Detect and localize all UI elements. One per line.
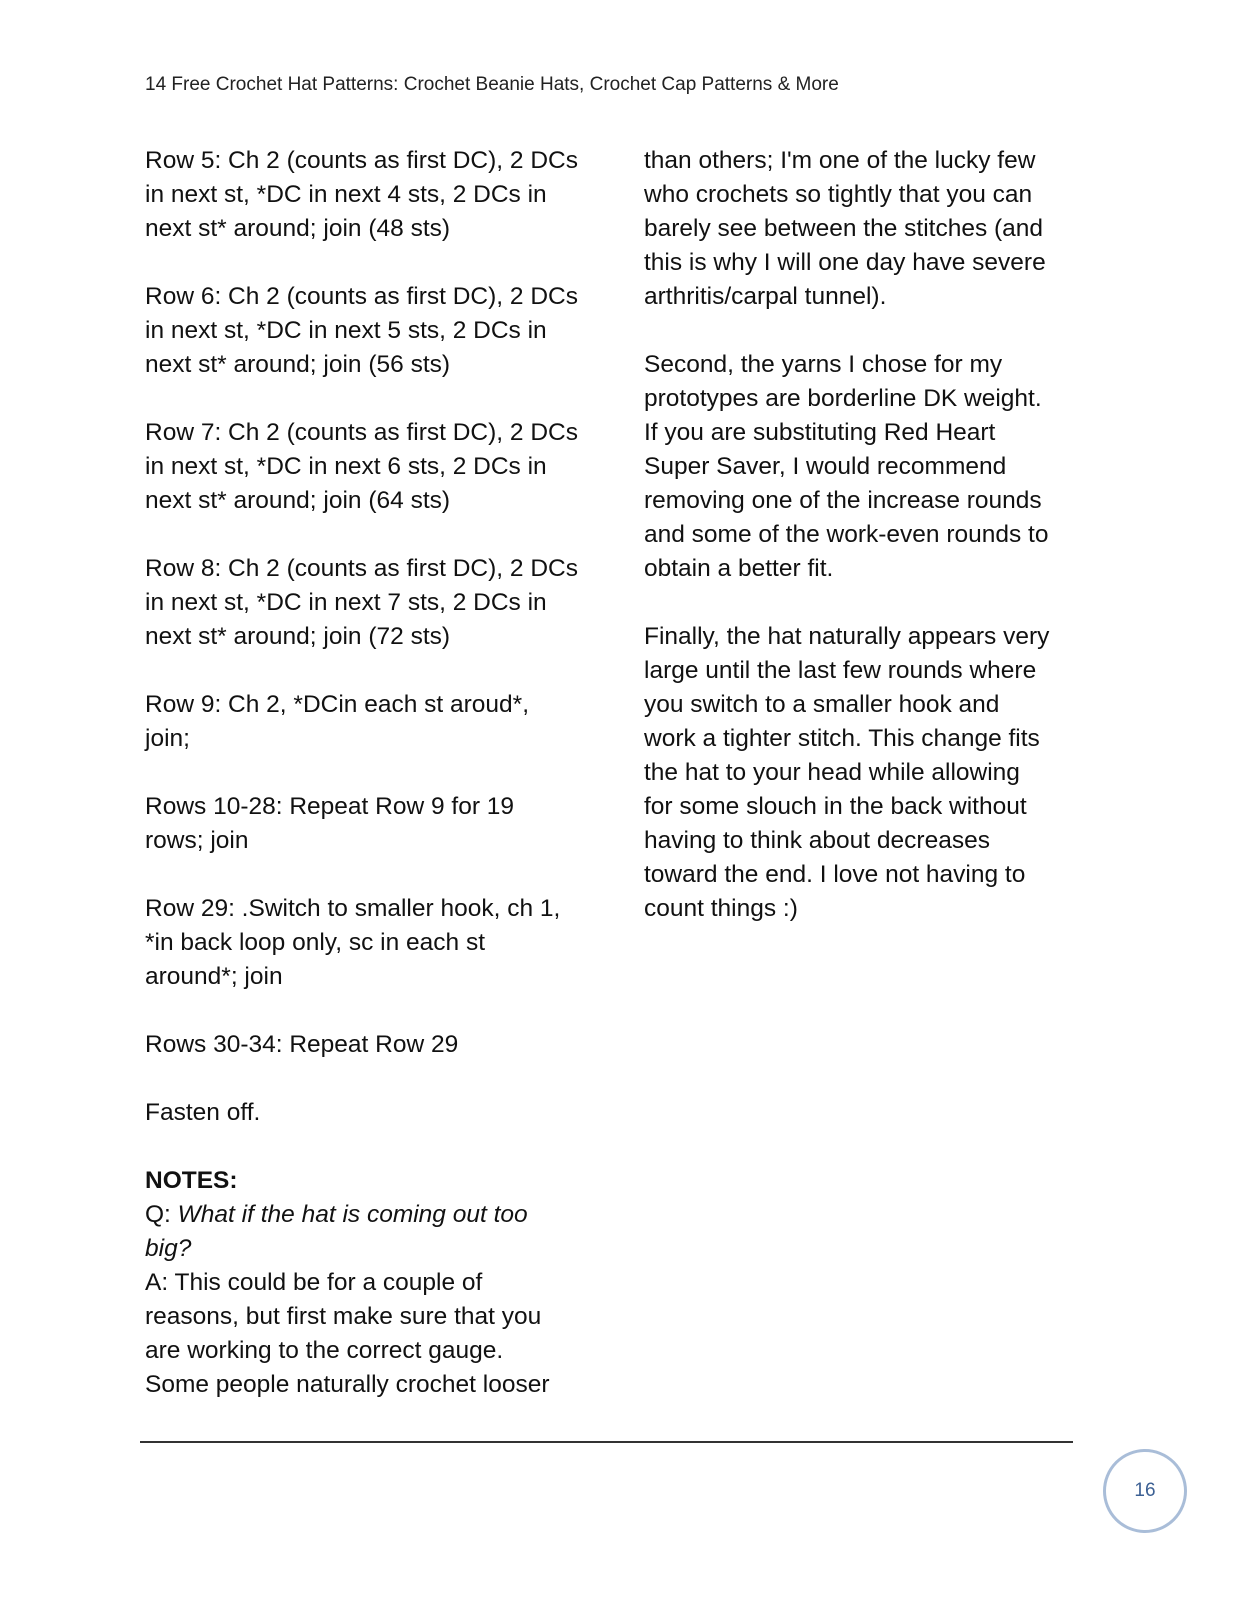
notes-answer: A: This could be for a couple of reasons, but first make sure that you are working to the correct gauge. Some people naturally crochet looser <box>145 1269 550 1398</box>
notes-paragraph: than others; I'm one of the lucky few who crochets so tightly that you can barely see between the stitches (and this is why I will one day have severe arthritis/carpal tunnel). <box>644 147 1046 310</box>
left-column <box>145 144 595 1402</box>
notes-heading: NOTES: <box>145 1167 238 1194</box>
pattern-row: Row 29: .Switch to smaller hook, ch 1, *in back loop only, sc in each st around*; join <box>145 895 561 990</box>
pattern-row: Rows 10-28: Repeat Row 9 for 19 rows; join <box>145 793 515 854</box>
pattern-row: Fasten off. <box>145 1099 261 1126</box>
pattern-row: Row 9: Ch 2, *DCin each st aroud*, join; <box>145 691 530 752</box>
notes-question <box>145 1198 595 1266</box>
pattern-row: Row 5: Ch 2 (counts as first DC), 2 DCs in next st, *DC in next 4 sts, 2 DCs in next st* around; join (48 sts) <box>145 147 578 242</box>
notes-paragraph: Second, the yarns I chose for my prototypes are borderline DK weight. If you are substituting Red Heart Super Saver, I would recommend removing one of the increase rounds and some of the work-even rounds to obtain a better fit. <box>644 351 1049 582</box>
question-text: What if the hat is coming out too big? <box>145 1201 528 1262</box>
pattern-row: Row 7: Ch 2 (counts as first DC), 2 DCs in next st, *DC in next 6 sts, 2 DCs in next st* around; join (64 sts) <box>145 419 578 514</box>
notes-paragraph: Finally, the hat naturally appears very large until the last few rounds where you switch to a smaller hook and work a tighter stitch. This change fits the hat to your head while allowing for some slouch in the back without having to think about decreases toward the end. I love not having to count things :) <box>644 623 1050 922</box>
page-number-badge <box>1103 1449 1187 1533</box>
pattern-row: Row 8: Ch 2 (counts as first DC), 2 DCs in next st, *DC in next 7 sts, 2 DCs in next st* around; join (72 sts) <box>145 555 578 650</box>
question-prefix: Q: <box>145 1201 178 1228</box>
page-header-title: 14 Free Crochet Hat Patterns: Crochet Beanie Hats, Crochet Cap Patterns & More <box>145 74 839 95</box>
page-number: 16 <box>1134 1480 1156 1501</box>
footer-divider <box>140 1441 1073 1443</box>
pattern-row: Row 6: Ch 2 (counts as first DC), 2 DCs in next st, *DC in next 5 sts, 2 DCs in next st* around; join (56 sts) <box>145 283 578 378</box>
right-column <box>644 144 1084 960</box>
pattern-row: Rows 30-34: Repeat Row 29 <box>145 1031 459 1058</box>
